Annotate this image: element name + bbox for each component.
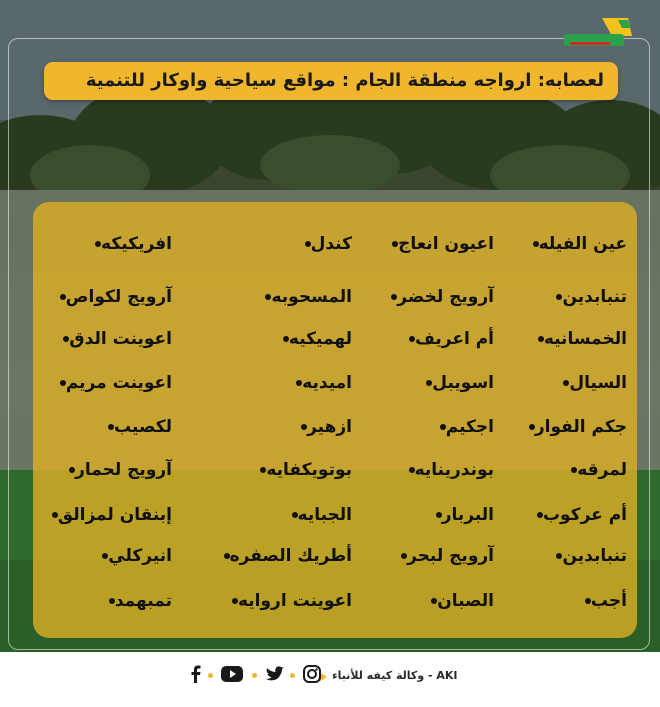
place-item: [22, 326, 172, 352]
place-item: [202, 414, 352, 440]
place-name: المسحوبه: [271, 287, 352, 307]
place-name: البربار: [441, 505, 494, 525]
place-item: [344, 543, 494, 569]
place-name: اعوينت اروايه: [237, 591, 352, 611]
place-item: [477, 543, 627, 569]
place-item: [202, 326, 352, 352]
place-item: [22, 231, 172, 257]
place-name: آرويج لبحر: [407, 546, 494, 566]
place-item: [344, 588, 494, 614]
place-item: [344, 326, 494, 352]
place-name: جكم الفوار: [534, 417, 627, 437]
facebook-icon[interactable]: [188, 664, 202, 688]
place-name: افريكيكه: [101, 234, 172, 254]
separator-dot: [290, 673, 295, 678]
place-name: اعيون انعاج: [398, 234, 494, 254]
place-name: أجب: [590, 591, 627, 611]
place-item: [202, 370, 352, 396]
place-item: [22, 284, 172, 310]
place-item: [22, 457, 172, 483]
logo-mark-icon: [562, 14, 634, 48]
place-name: أم عركوب: [542, 505, 627, 525]
place-name: بوندرينايه: [414, 460, 494, 480]
place-name: تنبابدين: [562, 546, 627, 566]
place-name: اجكيم: [445, 417, 494, 437]
youtube-icon[interactable]: [220, 664, 244, 688]
place-name: آرويج لخضر: [397, 287, 494, 307]
place-item: [22, 502, 172, 528]
place-item: [202, 284, 352, 310]
kiffa-logo: [562, 14, 634, 48]
place-name: أم اعريف: [415, 329, 494, 349]
place-name: الجبايه: [297, 505, 352, 525]
place-item: [477, 284, 627, 310]
place-item: [344, 370, 494, 396]
place-name: السيال: [569, 373, 627, 393]
agency-credit: AKI - وكالة كيفه للأنباء: [332, 669, 458, 682]
place-name: لمرقه: [577, 460, 627, 480]
title-banner: [44, 62, 618, 100]
page-title: لعصابه: ارواجه منطقة الجام : مواقع سياحية واوكار للتنمية: [85, 70, 604, 91]
place-item: [22, 414, 172, 440]
place-name: آرويج لحمار: [75, 460, 172, 480]
place-name: عين الفيله: [538, 234, 627, 254]
place-item: [477, 414, 627, 440]
place-item: [477, 231, 627, 257]
place-name: ازهير: [307, 417, 352, 437]
place-item: [344, 457, 494, 483]
separator-dot: [208, 673, 213, 678]
place-name: أطريك الصفره: [229, 546, 352, 566]
place-item: [477, 370, 627, 396]
place-item: [202, 543, 352, 569]
place-item: [477, 502, 627, 528]
footer-bar: [0, 652, 660, 703]
place-name: اميديه: [302, 373, 352, 393]
instagram-icon[interactable]: [302, 664, 322, 688]
place-item: [202, 231, 352, 257]
place-item: [344, 231, 494, 257]
place-name: كندل: [310, 234, 352, 254]
place-item: [202, 457, 352, 483]
place-name: اعوينت الدق: [69, 329, 172, 349]
place-item: [22, 543, 172, 569]
place-item: [344, 502, 494, 528]
place-item: [477, 588, 627, 614]
place-item: [477, 326, 627, 352]
place-name: الخمسانيه: [543, 329, 627, 349]
separator-dot: [252, 673, 257, 678]
place-name: تمبهمد: [114, 591, 172, 611]
place-item: [22, 588, 172, 614]
place-name: لهميكيه: [288, 329, 352, 349]
place-name: اسويبل: [432, 373, 494, 393]
place-item: [202, 502, 352, 528]
place-name: بوتويكفايه: [266, 460, 352, 480]
place-name: الصبان: [437, 591, 494, 611]
twitter-icon[interactable]: [264, 664, 286, 688]
place-name: لكصيب: [114, 417, 172, 437]
place-name: تنبابدين: [562, 287, 627, 307]
place-item: [344, 284, 494, 310]
place-item: [202, 588, 352, 614]
place-name: آرويج لكواص: [65, 287, 172, 307]
place-name: انيركلي: [108, 546, 172, 566]
place-name: إبنقان لمزالق: [57, 505, 172, 525]
place-name: اعوينت مريم: [65, 373, 172, 393]
place-item: [477, 457, 627, 483]
place-item: [344, 414, 494, 440]
place-item: [22, 370, 172, 396]
